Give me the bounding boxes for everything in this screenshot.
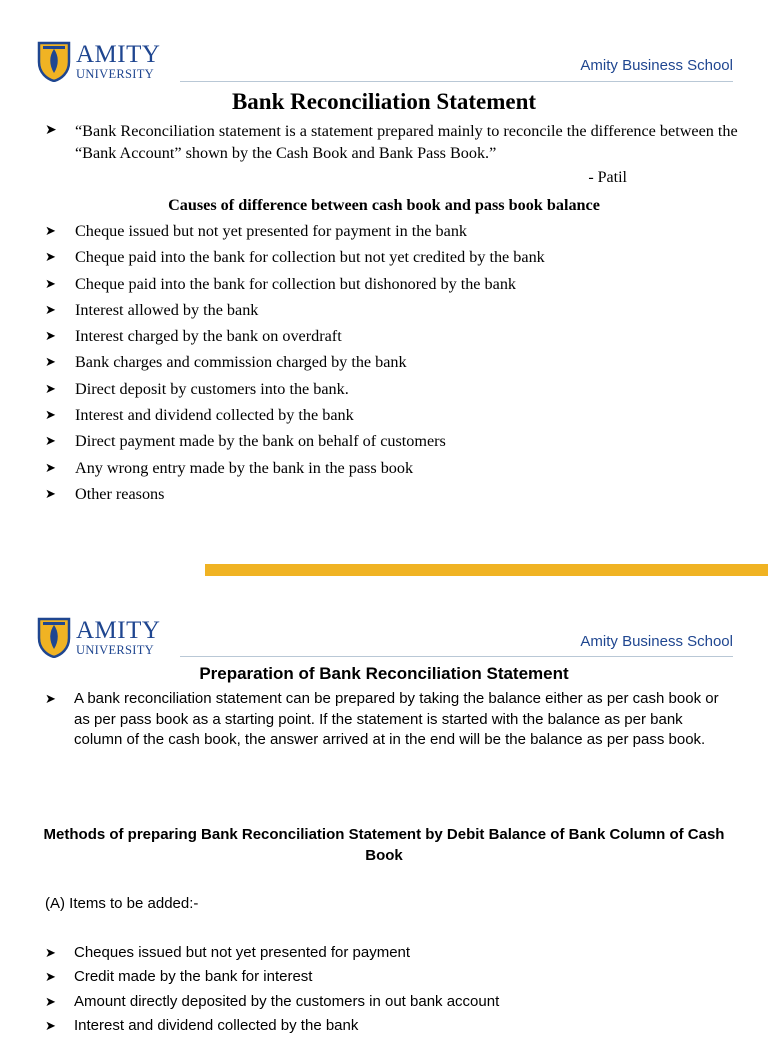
logo-subtitle: UNIVERSITY: [76, 66, 154, 81]
items-label: (A) Items to be added:-: [45, 895, 199, 912]
bullet-arrow-icon: ➤: [45, 354, 56, 370]
bullet-arrow-icon: ➤: [45, 969, 56, 985]
bullet-arrow-icon: ➤: [45, 380, 56, 396]
slide-2: AMITY UNIVERSITY Amity Business School Preparation of Bank Reconciliation Statement ➤ A bank reconciliation statement can be prepared by taking the balance either as per cash book or as per pass book as a starting point. If the statement is started with the balance as per bank column of the cash book, the answer arrived at in the end will be the balance as per pass book. Methods of preparing Bank Reconciliation Statement by Debit Balance of Bank Column of Cash Book (A) Items to be added:- ➤ Cheques issued but not yet presented for payment ➤ Credit made by the bank for interest ➤ Amount directly deposited by the customers in out bank account ➤ Interest and dividend collected by the bank: [0, 590, 768, 1024]
bullet-arrow-icon: ➤: [45, 485, 56, 501]
logo-subtitle: UNIVERSITY: [76, 642, 154, 657]
header-rule: [180, 656, 733, 657]
amity-logo: [37, 616, 160, 658]
page-title: Preparation of Bank Reconciliation Statement: [199, 664, 569, 683]
logo-wordmark: AMITY: [76, 40, 161, 68]
slide-footer-bar: [205, 564, 768, 576]
intro-paragraph: A bank reconciliation statement can be prepared by taking the balance either as per cash book or as per pass book as a starting point. If the statement is started with the balance as per bank column of the cash book, the answer arrived at in the end will be the balance as per pass book.: [74, 690, 719, 748]
bullet-arrow-icon: ➤: [45, 328, 56, 344]
bullet-arrow-icon: ➤: [45, 407, 56, 423]
methods-heading: Methods of preparing Bank Reconciliation Statement by Debit Balance of Bank Column of Cash Book: [43, 826, 725, 864]
header-rule: [180, 81, 733, 82]
school-name: Amity Business School: [580, 633, 733, 650]
causes-heading: Causes of difference between cash book and pass book balance: [168, 196, 600, 214]
shield-icon: [37, 40, 71, 82]
bullet-arrow-icon: ➤: [45, 945, 56, 960]
bullet-arrow-icon: ➤: [45, 275, 56, 291]
bullet-arrow-icon: ➤: [45, 249, 56, 265]
quote-author: - Patil: [588, 169, 627, 186]
bullet-arrow-icon: ➤: [45, 1017, 56, 1033]
bullet-arrow-icon: ➤: [45, 691, 56, 706]
bullet-arrow-icon: ➤: [45, 459, 56, 475]
logo-wordmark: AMITY: [76, 616, 161, 644]
bullet-arrow-icon: ➤: [45, 993, 56, 1009]
slide-1: AMITY UNIVERSITY Amity Business School Bank Reconciliation Statement ➤ “Bank Reconciliation statement is a statement prepared mainly to reconcile the difference between the “Bank Account” shown by the Cash Book and Bank Pass Book.” - Patil Causes of difference between cash book and pass book balance ➤ Cheque issued but not yet presented for payment in the bank ➤ Cheque paid into the bank for collection but not yet credited by the bank ➤ Cheque paid into the bank for collection but dishonored by the bank ➤ Interest allowed by the bank ➤ Interest charged by the bank on overdraft ➤ Bank charges and commission charged by the bank ➤ Direct deposit by customers into the bank. ➤ Interest and dividend collected by the bank ➤ Direct payment made by the bank on behalf of customers ➤ Any wrong entry made by the bank in the pass book ➤ Other reasons: [0, 0, 768, 590]
bullet-arrow-icon: ➤: [45, 123, 57, 138]
shield-icon: [37, 616, 71, 658]
school-name: Amity Business School: [580, 57, 733, 74]
page-title: Bank Reconciliation Statement: [231, 89, 537, 114]
definition-quote: “Bank Reconciliation statement is a statement prepared mainly to reconcile the difference between the “Bank Account” shown by the Cash Book and Bank Pass Book.”: [75, 122, 738, 162]
amity-logo: [37, 40, 160, 82]
bullet-arrow-icon: ➤: [45, 223, 56, 238]
bullet-arrow-icon: ➤: [45, 301, 56, 317]
bullet-arrow-icon: ➤: [45, 433, 56, 449]
